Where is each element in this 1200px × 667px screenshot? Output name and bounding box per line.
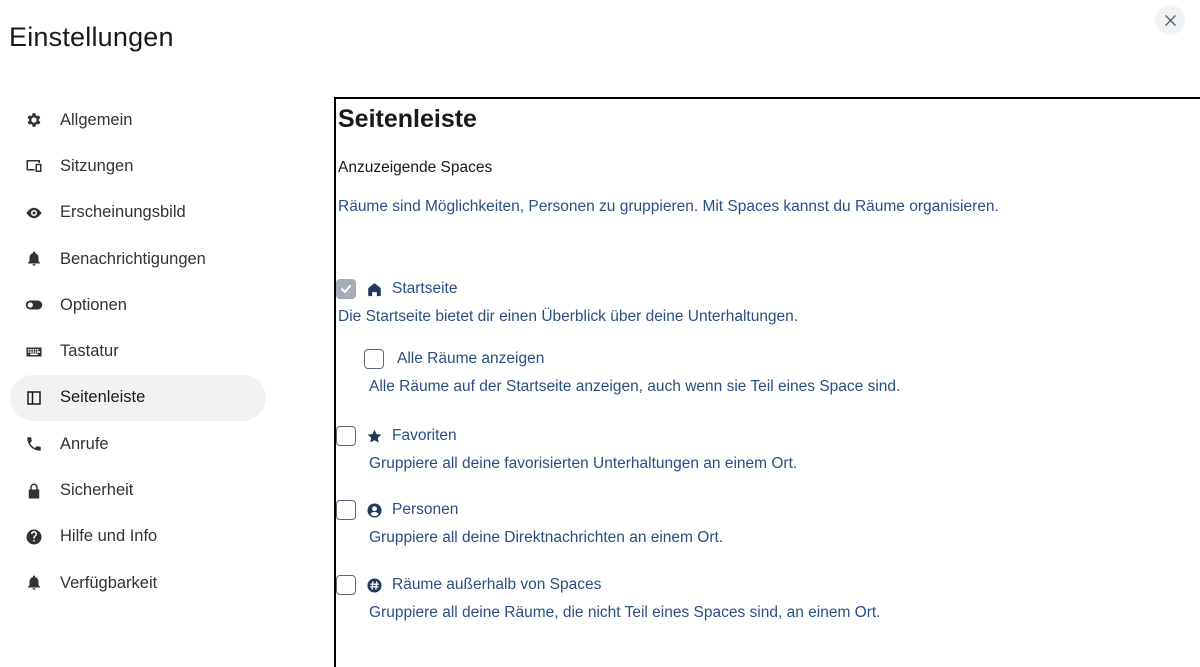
option-label: Personen (392, 501, 459, 518)
star-icon (366, 428, 382, 444)
sidebar-item-label: Anrufe (60, 434, 109, 453)
devices-icon (24, 156, 44, 176)
option-description: Gruppiere all deine Räume, die nicht Teil eines Spaces sind, an einem Ort. (369, 604, 881, 621)
option-description: Alle Räume auf der Startseite anzeigen, auch wenn sie Teil eines Space sind. (369, 378, 901, 395)
sidebar-item-label: Tastatur (60, 342, 119, 361)
sidebar-item-label: Optionen (60, 295, 127, 314)
lock-icon (24, 481, 44, 501)
option-favoriten (336, 426, 797, 473)
alle-raeume-checkbox[interactable] (364, 349, 384, 369)
sidebar-item-label: Verfügbarkeit (60, 573, 158, 592)
panel-title: Seitenleiste (338, 105, 477, 133)
sidebar-item-sitzungen[interactable] (10, 143, 266, 189)
sidebar-item-verfuegbarkeit[interactable] (10, 560, 266, 606)
sidebar-item-anrufe[interactable] (10, 421, 266, 467)
sidebar-item-sicherheit[interactable] (10, 467, 266, 513)
keyboard-icon (24, 342, 44, 362)
section-title: Anzuzeigende Spaces (338, 159, 493, 176)
toggle-icon (24, 295, 44, 315)
eye-icon (24, 203, 44, 223)
gear-icon (24, 110, 44, 130)
close-button[interactable] (1155, 5, 1185, 35)
option-label: Alle Räume anzeigen (397, 350, 545, 367)
page-title: Einstellungen (9, 22, 174, 52)
bell-icon (24, 573, 44, 593)
sidebar-item-label: Seitenleiste (60, 388, 146, 407)
option-alle-raeume (364, 349, 900, 396)
option-description: Die Startseite bietet dir einen Überblick über deine Unterhaltungen. (338, 308, 799, 325)
option-label: Räume außerhalb von Spaces (392, 576, 602, 593)
sidebar-item-tastatur[interactable] (10, 328, 266, 374)
sidebar-item-label: Sitzungen (60, 156, 134, 175)
help-icon (24, 527, 44, 547)
sidebar-item-label: Erscheinungsbild (60, 203, 186, 222)
option-personen (336, 500, 723, 547)
sidebar-item-allgemein[interactable] (10, 97, 266, 143)
section-description: Räume sind Möglichkeiten, Personen zu gruppieren. Mit Spaces kannst du Räume organisieren. (338, 198, 999, 215)
sidebar-item-benachrichtigungen[interactable] (10, 236, 266, 282)
person-icon (366, 502, 382, 518)
sidebar-item-seitenleiste[interactable] (10, 375, 266, 421)
settings-sidebar (10, 97, 266, 606)
option-label: Startseite (392, 280, 458, 297)
close-icon (1165, 15, 1176, 26)
option-description: Gruppiere all deine favorisierten Unterhaltungen an einem Ort. (369, 455, 798, 472)
favoriten-checkbox[interactable] (336, 426, 356, 446)
startseite-checkbox[interactable] (336, 279, 356, 299)
sidebar-item-optionen[interactable] (10, 282, 266, 328)
home-icon (366, 281, 382, 297)
raeume-ausserhalb-checkbox[interactable] (336, 575, 356, 595)
personen-checkbox[interactable] (336, 500, 356, 520)
hash-icon (366, 577, 382, 593)
sidebar-item-label: Allgemein (60, 110, 133, 129)
option-raeume-ausserhalb (336, 575, 881, 622)
phone-icon (24, 434, 44, 454)
check-icon (340, 283, 352, 295)
sidebar-item-erscheinungsbild[interactable] (10, 190, 266, 236)
sidebar-icon (24, 388, 44, 408)
option-label: Favoriten (392, 427, 457, 444)
sidebar-item-label: Hilfe und Info (60, 527, 158, 546)
bell-icon (24, 249, 44, 269)
sidebar-item-label: Sicherheit (60, 481, 134, 500)
option-startseite (336, 279, 798, 326)
option-description: Gruppiere all deine Direktnachrichten an einem Ort. (369, 529, 724, 546)
sidebar-item-hilfe[interactable] (10, 514, 266, 560)
sidebar-item-label: Benachrichtigungen (60, 249, 206, 268)
settings-panel (334, 97, 1200, 667)
